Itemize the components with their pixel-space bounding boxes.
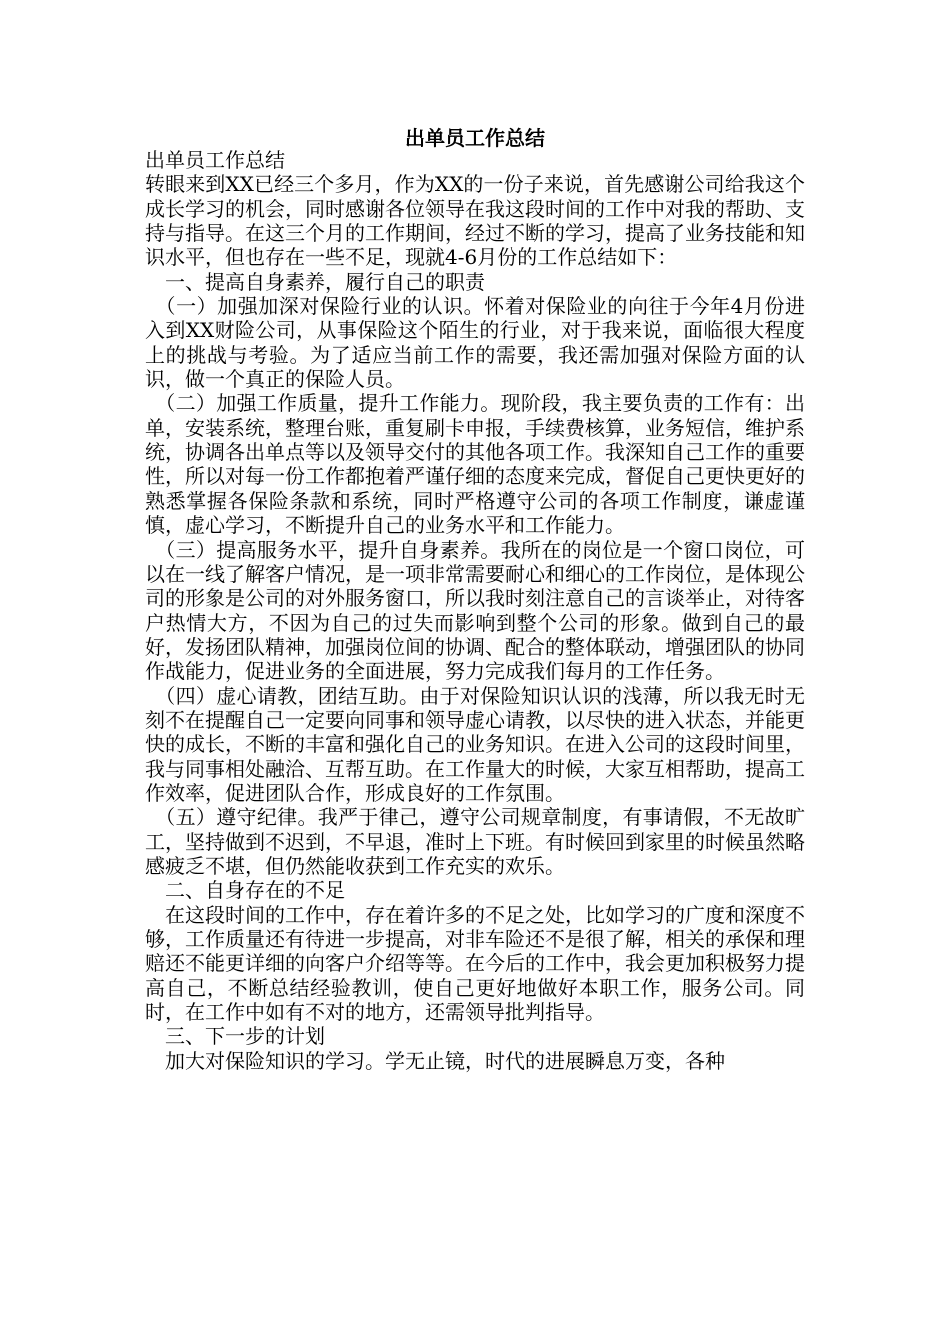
paragraph-item-3: （三）提高服务水平，提升自身素养。我所在的岗位是一个窗口岗位，可以在一线了解客户情况，是一项非常需要耐心和细心的工作岗位，是体现公司的形象是公司的对外服务窗口，所以我时刻注意自己的言谈举止，对待客户热情大方，不因为自己的过失而影响到整个公司的形象。做到自己的最好，发扬团队精神，加强岗位间的协调、配合的整体联动，增强团队的协同作战能力，促进业务的全面进展，努力完成我们每月的工作任务。 [145, 537, 805, 684]
section-heading-2: 二、自身存在的不足 [145, 878, 345, 903]
section-heading-3: 三、下一步的计划 [145, 1024, 325, 1049]
paragraph-heading: 出单员工作总结 [145, 148, 285, 172]
paragraph-item-5: （五）遵守纪律。我严于律己，遵守公司规章制度，有事请假，不无故旷工，坚持做到不迟到，不早退，准时上下班。有时候回到家里的时候虽然略感疲乏不堪，但仍然能收获到工作充实的欢乐。 [145, 805, 805, 878]
paragraph-item-4: （四）虚心请教，团结互助。由于对保险知识认识的浅薄，所以我无时无刻不在提醒自己一定要向同事和领导虚心请教，以尽快的进入状态，并能更快的成长，不断的丰富和强化自己的业务知识。在进入公司的这段时间里，我与同事相处融洽、互帮互助。在工作量大的时候，大家互相帮助，提高工作效率，促进团队合作，形成良好的工作氛围。 [145, 683, 805, 805]
paragraph-shortcomings: 在这段时间的工作中，存在着许多的不足之处，比如学习的广度和深度不够，工作质量还有待进一步提高，对非车险还不是很了解，相关的承保和理赔还不能更详细的向客户介绍等等。在今后的工作中，我会更加积极努力提高自己，不断总结经验教训，使自己更好地做好本职工作，服务公司。同时，在工作中如有不对的地方，还需领导批判指导。 [145, 902, 805, 1025]
document-body [145, 148, 805, 1073]
document-title: 出单员工作总结 [405, 126, 545, 150]
paragraph-item-2: （二）加强工作质量，提升工作能力。现阶段，我主要负责的工作有：出单，安装系统，整理台账，重复刷卡申报，手续费核算，业务短信，维护系统，协调各出单点等以及领导交付的其他各项工作。我深知自己工作的重要性，所以对每一份工作都抱着严谨仔细的态度来完成，督促自己更快更好的熟悉掌握各保险条款和系统，同时严格遵守公司的各项工作制度，谦虚谨慎，虚心学习，不断提升自己的业务水平和工作能力。 [145, 391, 805, 538]
paragraph-intro: 转眼来到XX已经三个多月，作为XX的一份子来说，首先感谢公司给我这个成长学习的机会，同时感谢各位领导在我这段时间的工作中对我的帮助、支持与指导。在这三个月的工作期间，经过不断的学习，提高了业务技能和知识水平，但也存在一些不足，现就4-6月份的工作总结如下： [145, 172, 805, 270]
paragraph-plan: 加大对保险知识的学习。学无止镜，时代的进展瞬息万变，各种 [145, 1048, 725, 1073]
section-heading-1: 一、提高自身素养，履行自己的职责 [145, 269, 485, 294]
paragraph-item-1: （一）加强加深对保险行业的认识。怀着对保险业的向往于今年4月份进入到XX财险公司，从事保险这个陌生的行业，对于我来说，面临很大程度上的挑战与考验。为了适应当前工作的需要，我还需加强对保险方面的认识，做一个真正的保险人员。 [145, 294, 805, 392]
